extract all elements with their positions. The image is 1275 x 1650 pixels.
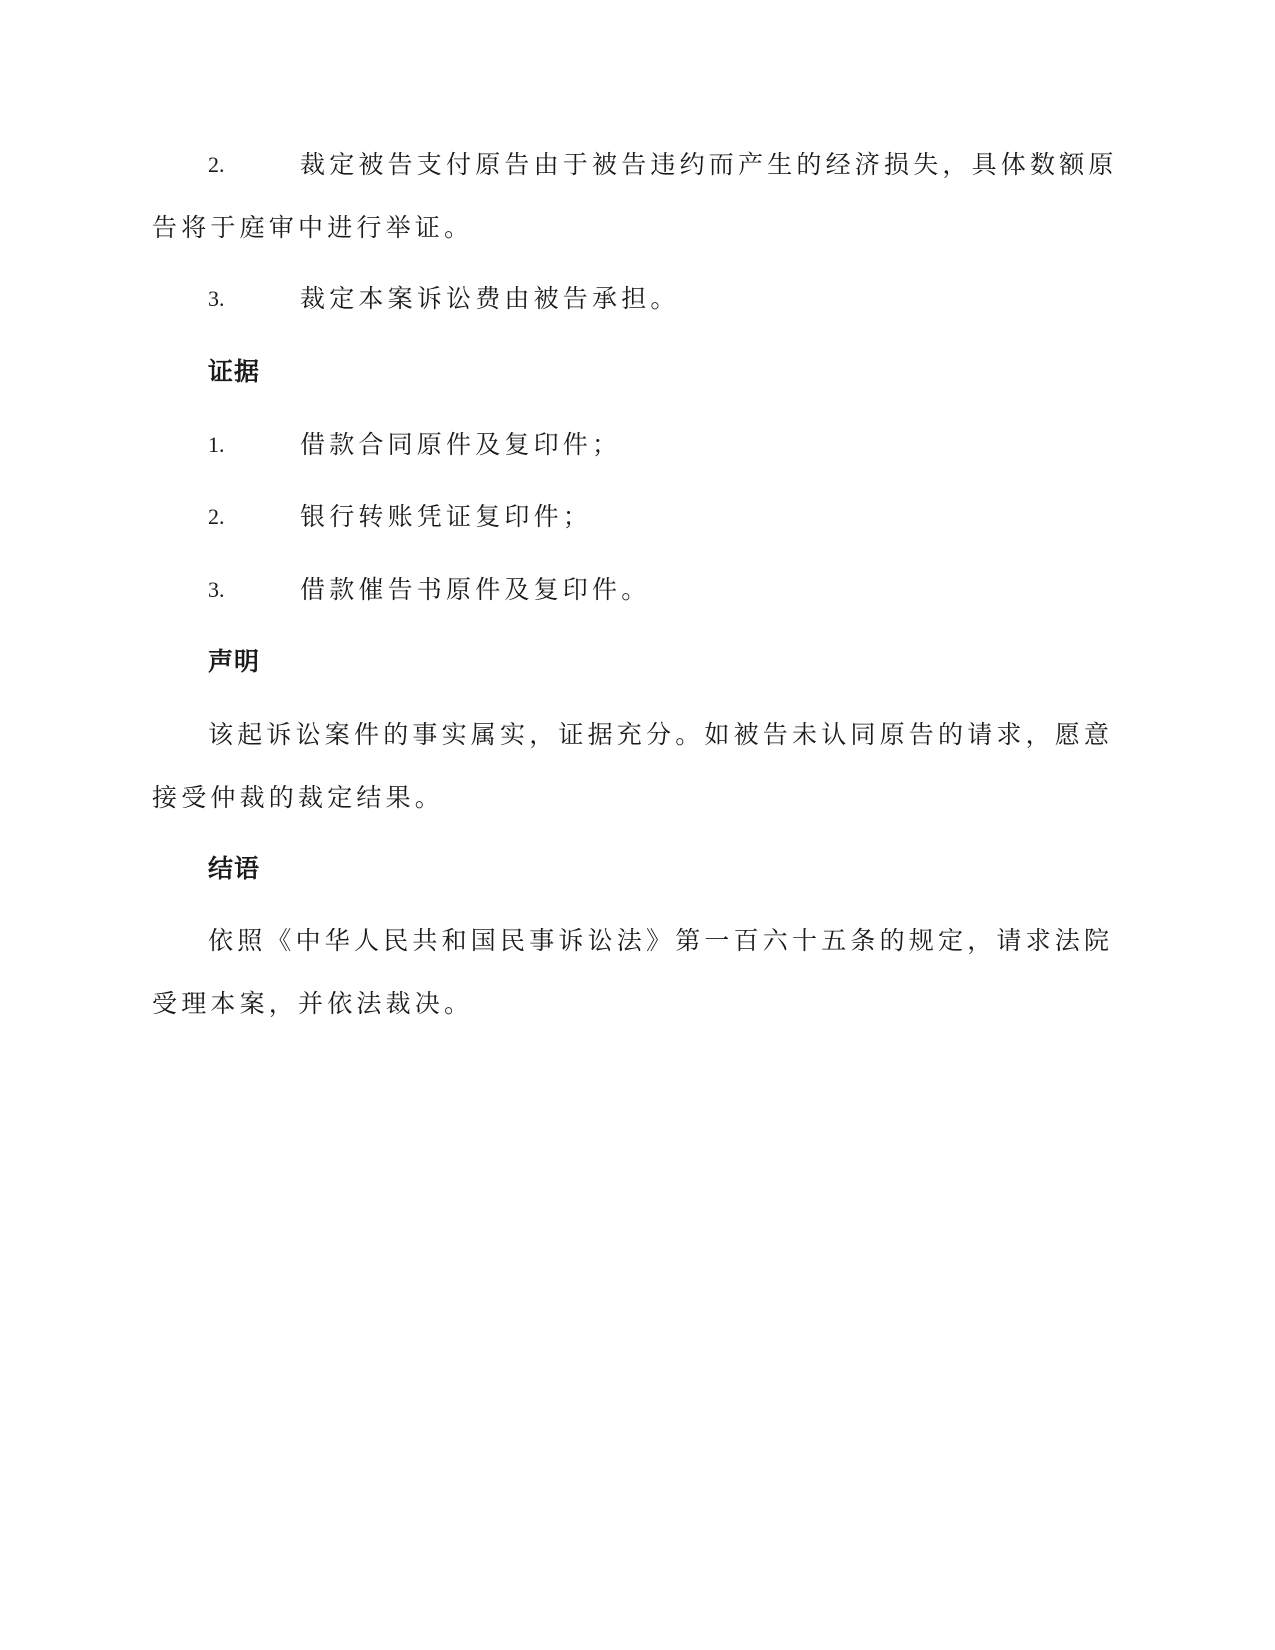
evidence-item-text: 银行转账凭证复印件； [300,502,593,531]
evidence-item-number: 2. [208,504,225,529]
conclusion-heading: 结语 [208,854,261,883]
conclusion-paragraph-continuation: 受理本案，并依法裁决。 [152,989,474,1018]
conclusion-paragraph: 依照《中华人民共和国民事诉讼法》第一百六十五条的规定，请求法院 [208,926,1114,955]
claim-item-number: 3. [208,286,225,311]
evidence-item-text: 借款催告书原件及复印件。 [300,575,651,604]
claim-item-text: 裁定被告支付原告由于被告违约而产生的经济损失，具体数额原 [300,150,1118,179]
evidence-heading: 证据 [208,357,261,386]
declaration-heading: 声明 [208,647,261,676]
declaration-paragraph-continuation: 接受仲裁的裁定结果。 [152,783,445,812]
claim-item-2-continuation: 告将于庭审中进行举证。 [152,213,474,242]
declaration-paragraph: 该起诉讼案件的事实属实，证据充分。如被告未认同原告的请求，愿意 [208,720,1114,749]
claim-item-number: 2. [208,152,225,177]
evidence-item-text: 借款合同原件及复印件； [300,430,622,459]
evidence-item-number: 1. [208,432,225,457]
evidence-item-number: 3. [208,577,225,602]
claim-item-text: 裁定本案诉讼费由被告承担。 [300,284,680,313]
